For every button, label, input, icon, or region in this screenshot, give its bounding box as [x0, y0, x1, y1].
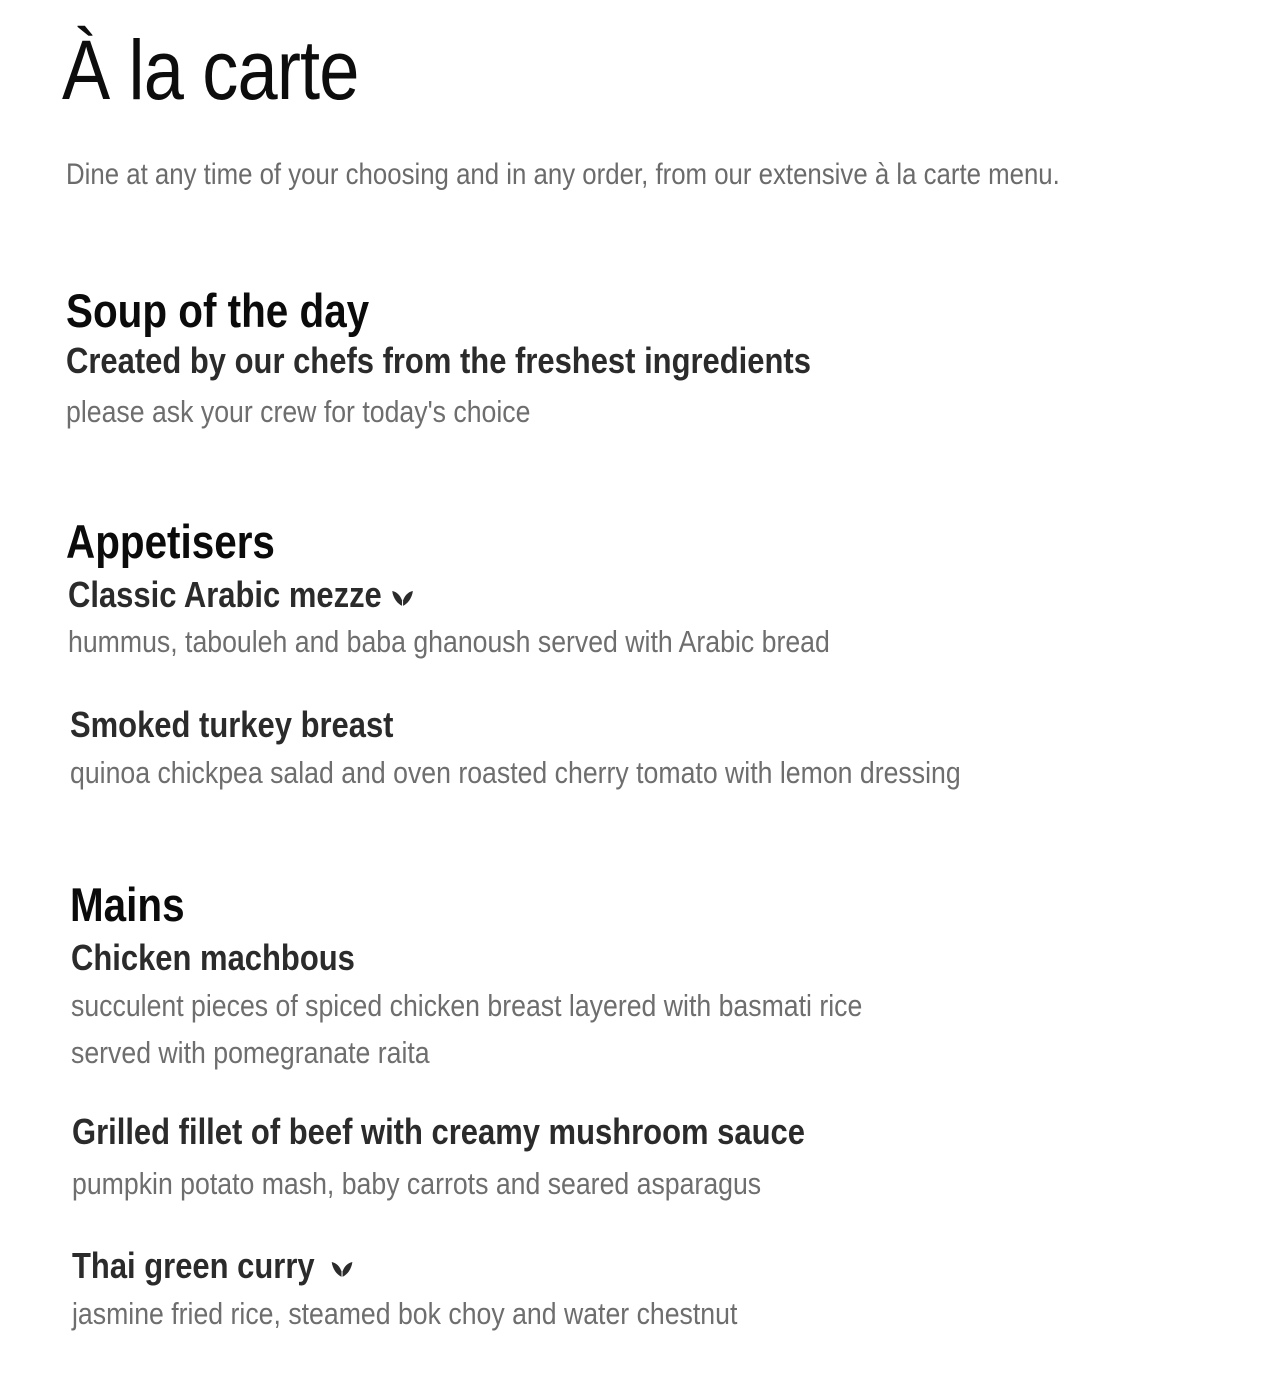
appetiser-item-label: Classic Arabic mezze — [68, 574, 382, 615]
soup-item-desc: please ask your crew for today's choice — [66, 394, 531, 429]
section-heading-soup: Soup of the day — [66, 284, 370, 337]
vegetarian-leaf-icon — [330, 1257, 354, 1279]
intro-text: Dine at any time of your choosing and in any order, from our extensive à la carte menu. — [66, 158, 1060, 191]
section-heading-appetisers: Appetisers — [66, 515, 275, 568]
appetiser-item-desc: quinoa chickpea salad and oven roasted cherry tomato with lemon dressing — [70, 755, 961, 790]
main-item-name: Chicken machbous — [71, 937, 355, 978]
main-item-name: Grilled fillet of beef with creamy mushroom sauce — [72, 1111, 805, 1152]
main-item-label: Thai green curry — [72, 1245, 315, 1286]
main-item-desc: served with pomegranate raita — [71, 1035, 430, 1070]
section-heading-mains: Mains — [70, 878, 185, 931]
main-item-desc: succulent pieces of spiced chicken breast layered with basmati rice — [71, 988, 863, 1023]
appetiser-item-desc: hummus, tabouleh and baba ghanoush served with Arabic bread — [68, 624, 830, 659]
appetiser-item-name — [68, 574, 414, 615]
main-item-name — [72, 1245, 354, 1286]
soup-item-name: Created by our chefs from the freshest ingredients — [66, 340, 811, 381]
main-item-desc: jasmine fried rice, steamed bok choy and water chestnut — [72, 1296, 738, 1331]
appetiser-item-name: Smoked turkey breast — [70, 704, 394, 745]
main-item-desc: pumpkin potato mash, baby carrots and seared asparagus — [72, 1166, 762, 1201]
page-title: À la carte — [62, 23, 359, 117]
vegetarian-leaf-icon — [390, 586, 414, 608]
